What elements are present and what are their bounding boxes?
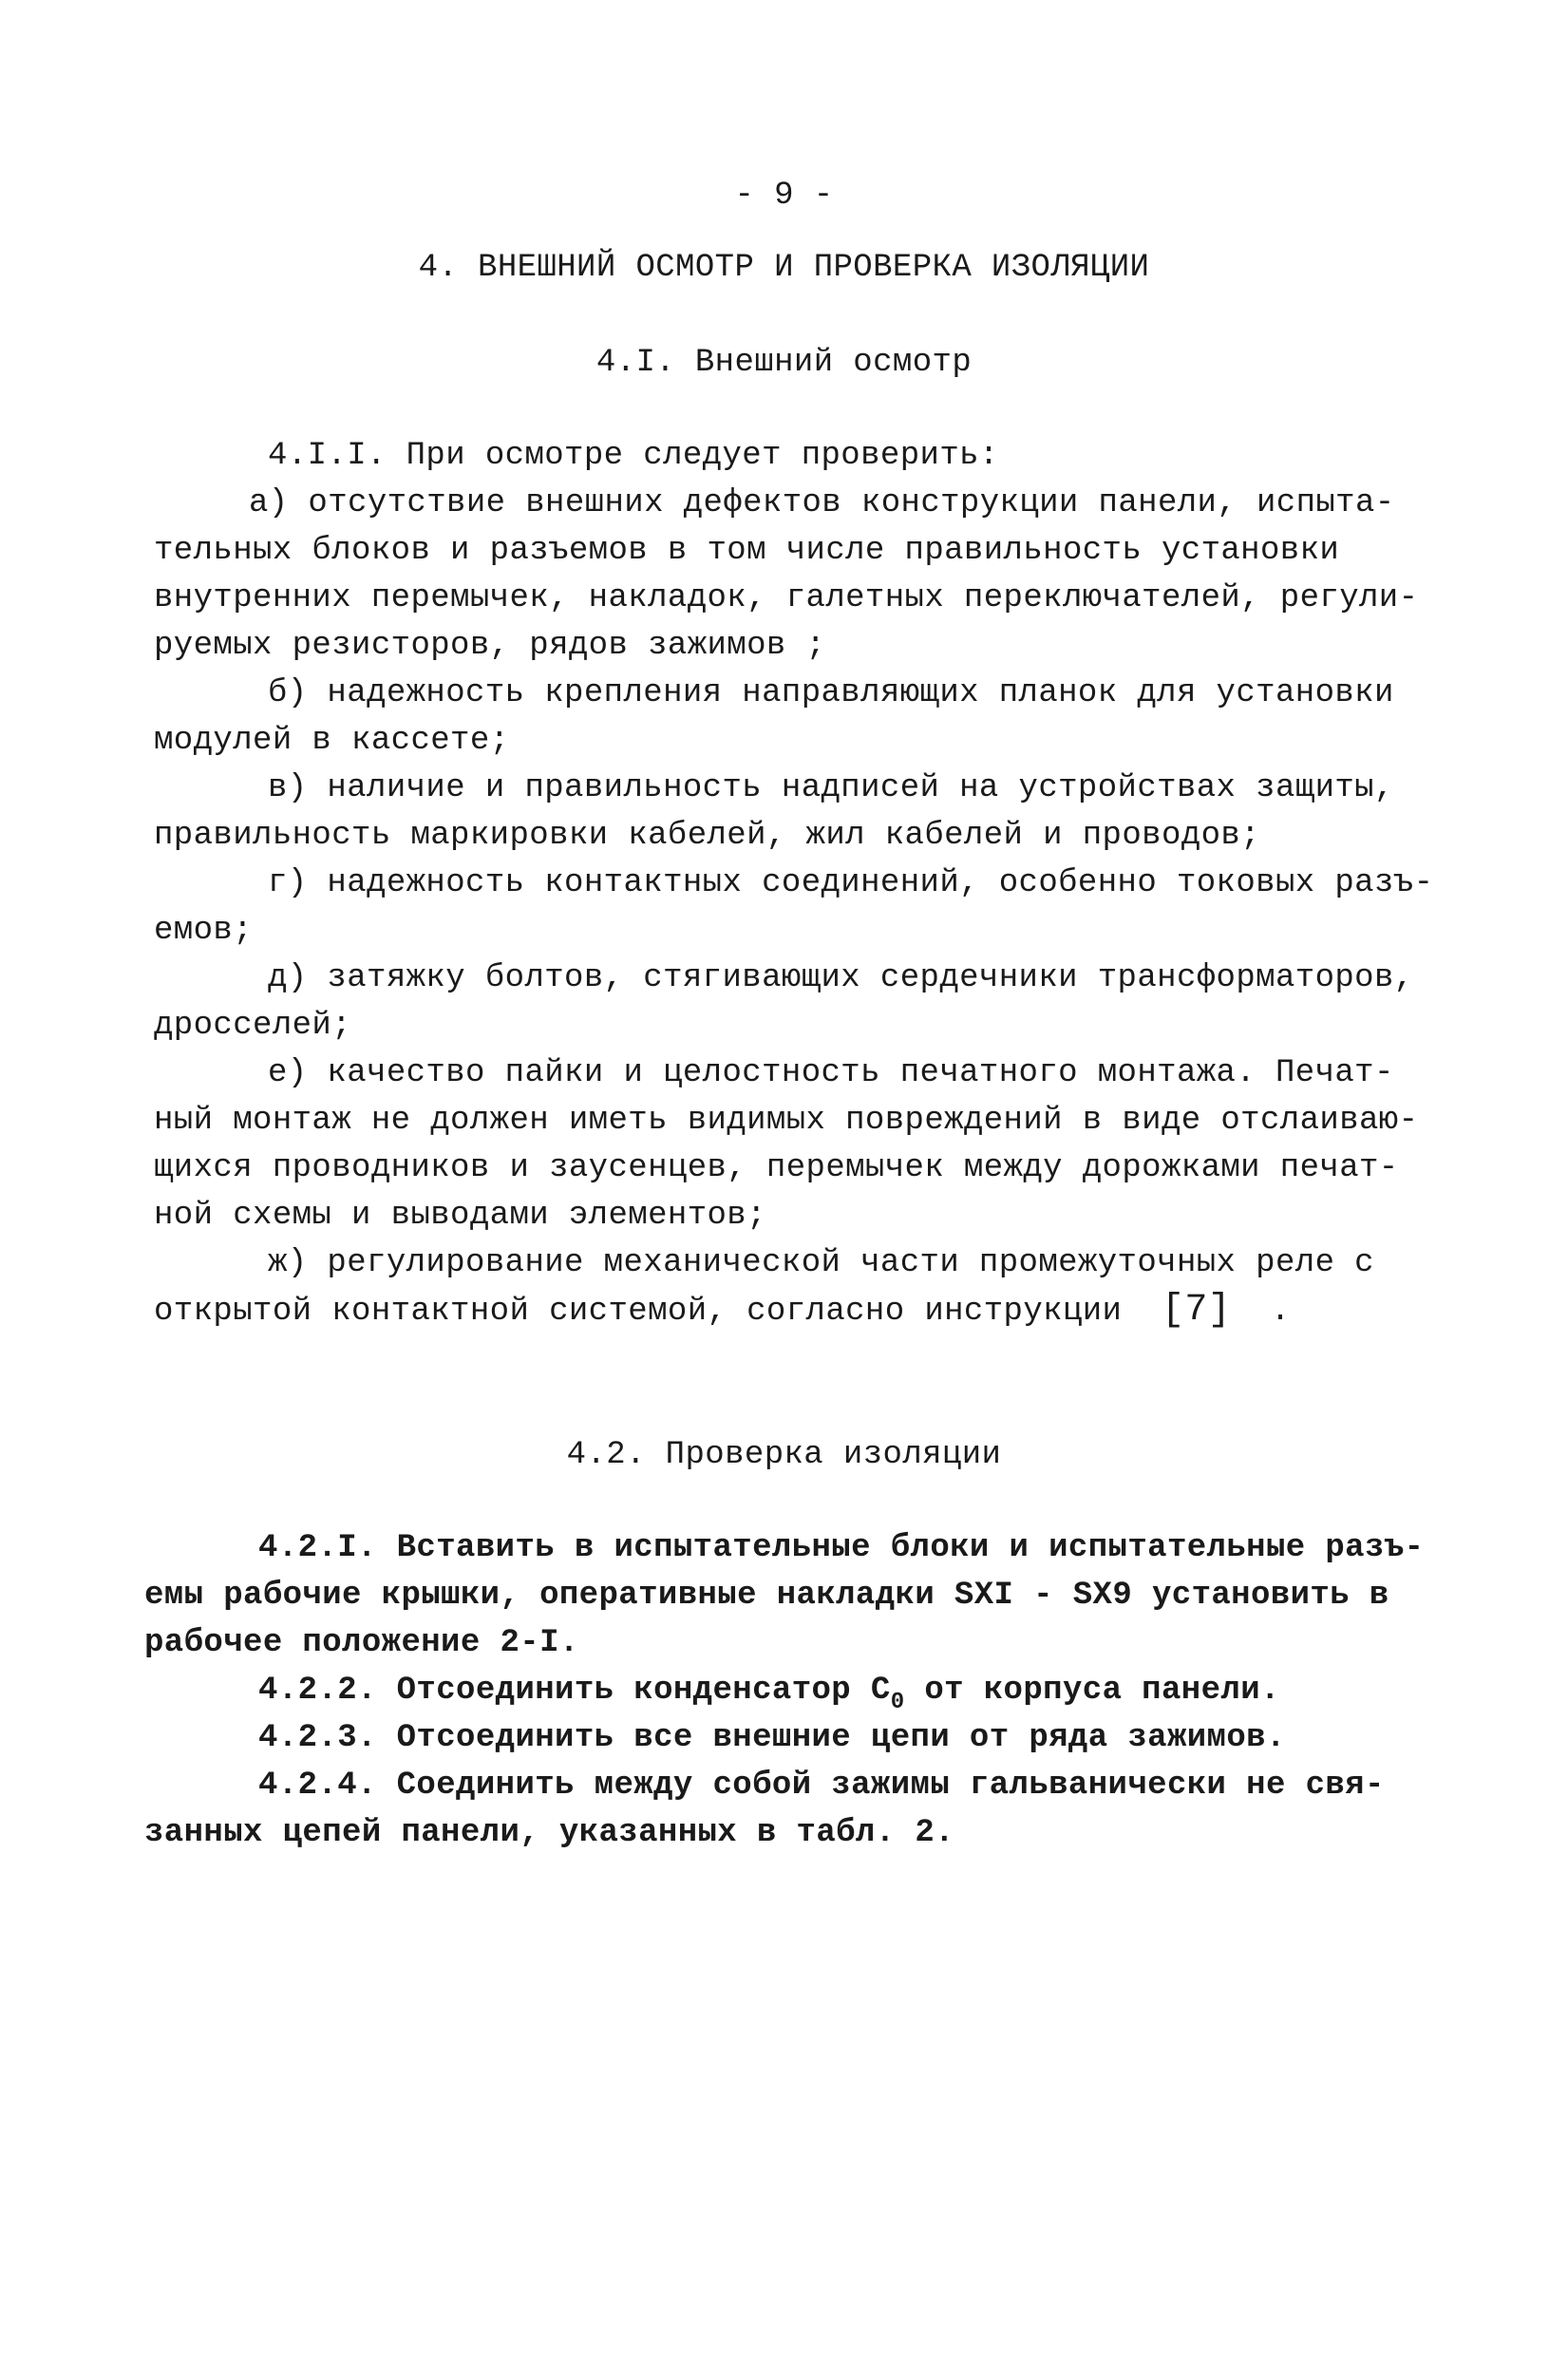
paragraph-line: тельных блоков и разъемов в том числе правильность установки [154, 533, 1340, 569]
paragraph-line: г) надежность контактных соединений, особенно токовых разъ- [268, 865, 1434, 901]
paragraph-line: 4.I.I. При осмотре следует проверить: [268, 438, 999, 474]
paragraph-text: 4.2.2. Отсоединить конденсатор С [258, 1673, 891, 1709]
paragraph-line-capacitor [258, 1672, 1280, 1722]
paragraph-line: модулей в кассете; [154, 723, 510, 759]
paragraph-line: а) отсутствие внешних дефектов конструкции панели, испыта- [249, 485, 1395, 521]
paragraph-line: е) качество пайки и целостность печатного монтажа. Печат- [268, 1055, 1394, 1091]
period: . [1270, 1294, 1291, 1330]
paragraph-line: ной схемы и выводами элементов; [154, 1198, 766, 1234]
paragraph-line: в) наличие и правильность надписей на устройствах защиты, [268, 770, 1394, 806]
subscript-zero: 0 [890, 1690, 905, 1715]
paragraph-line: емы рабочие крышки, оперативные накладки SXI - SX9 установить в [144, 1578, 1389, 1614]
subsection-title-4-2: 4.2. Проверка изоляции [566, 1437, 1002, 1473]
paragraph-line: ж) регулирование механической части промежуточных реле с [268, 1245, 1374, 1281]
paragraph-line: правильность маркировки кабелей, жил кабелей и проводов; [154, 818, 1260, 854]
paragraph-line: д) затяжку болтов, стягивающих сердечники трансформаторов, [268, 960, 1414, 996]
subsection-title-4-1: 4.I. Внешний осмотр [595, 345, 973, 381]
section-title: 4. ВНЕШНИЙ ОСМОТР И ПРОВЕРКА ИЗОЛЯЦИИ [418, 250, 1150, 286]
paragraph-line: щихся проводников и заусенцев, перемычек между дорожками печат- [154, 1150, 1399, 1186]
paragraph-line: 4.2.3. Отсоединить все внешние цепи от ряда зажимов. [258, 1720, 1286, 1756]
paragraph-line: рабочее положение 2-I. [144, 1625, 579, 1661]
paragraph-line: 4.2.I. Вставить в испытательные блоки и испытательные разъ- [258, 1530, 1425, 1566]
paragraph-line-with-reference [154, 1289, 1291, 1332]
paragraph-line: занных цепей панели, указанных в табл. 2. [144, 1815, 954, 1851]
paragraph-line: дросселей; [154, 1008, 352, 1044]
paragraph-line: б) надежность крепления направляющих планок для установки [268, 675, 1394, 711]
paragraph-line: внутренних перемычек, накладок, галетных переключателей, регули- [154, 580, 1419, 616]
paragraph-line: руемых резисторов, рядов зажимов ; [154, 628, 826, 664]
paragraph-line: ный монтаж не должен иметь видимых повреждений в виде отслаиваю- [154, 1103, 1419, 1139]
paragraph-line: 4.2.4. Соединить между собой зажимы гальванически не свя- [258, 1768, 1385, 1804]
bibliography-reference: [7] [1161, 1289, 1232, 1332]
paragraph-line: емов; [154, 913, 254, 949]
paragraph-text: от корпуса панели. [904, 1673, 1280, 1709]
page-number: - 9 - [734, 178, 834, 214]
paragraph-text: открытой контактной системой, согласно инструкции [154, 1294, 1123, 1330]
